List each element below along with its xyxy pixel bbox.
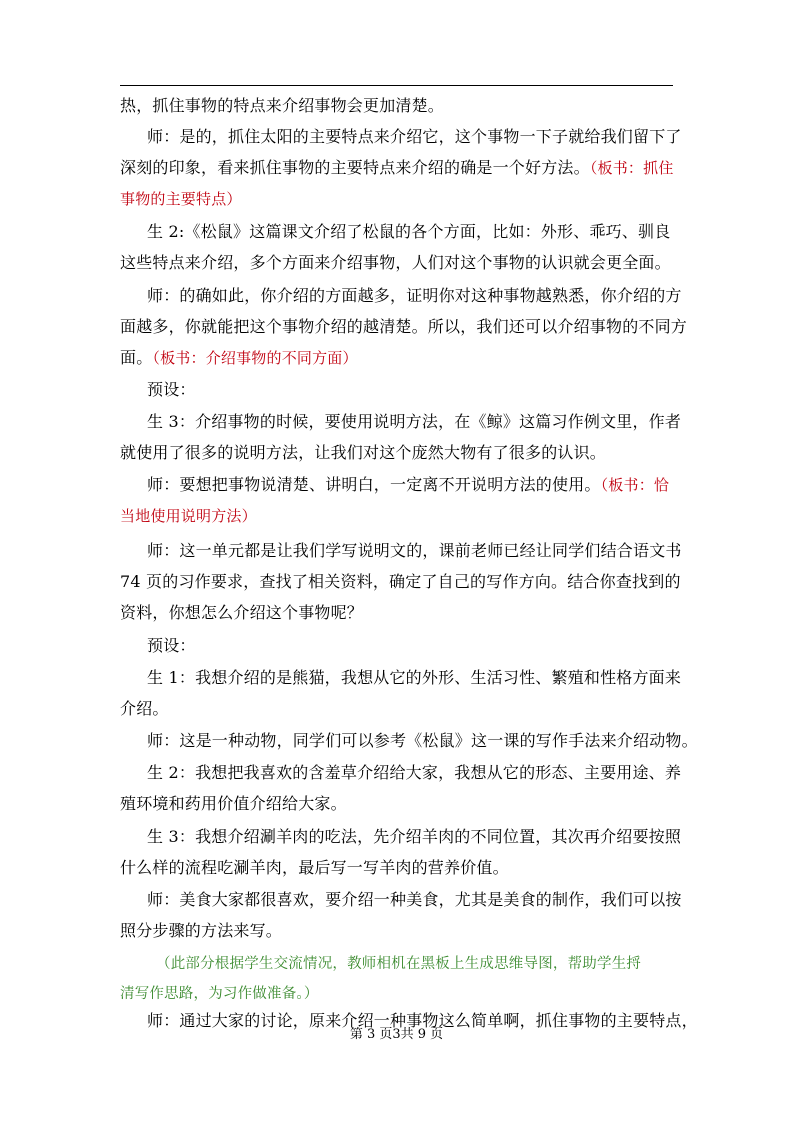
header-rule (120, 85, 673, 86)
text-line: 师：美食大家都很喜欢，要介绍一种美食，尤其是美食的制作，我们可以按 (147, 890, 682, 909)
text-line: 就使用了很多的说明方法，让我们对这个庞然大物有了很多的认识。 (120, 443, 607, 462)
board-annotation: （板书：抓住 (589, 159, 674, 177)
text-line: 照分步骤的方法来写。 (120, 921, 283, 940)
text-line: 面越多，你就能把这个事物介绍的越清楚。所以，我们还可以介绍事物的不同方 (120, 317, 688, 336)
text-line: 生 3：我想介绍涮羊肉的吃法，先介绍羊肉的不同位置，其次再介绍要按照 (147, 827, 682, 846)
text-line: 生 2：我想把我喜欢的含羞草介绍给大家，我想从它的形态、主要用途、养 (147, 763, 682, 782)
text-line: 热，抓住事物的特点来介绍事物会更加清楚。 (120, 96, 445, 115)
page-footer: 第 3 页3共 9 页 (349, 1027, 444, 1042)
teacher-note: 清写作思路，为习作做准备。） (120, 986, 319, 1002)
text-line: 生 1：我想介绍的是熊猫，我想从它的外形、生活习性、繁殖和性格方面来 (147, 668, 682, 687)
text-line: 师：通过大家的讨论，原来介绍一种事物这么简单啊，抓住事物的主要特点， (147, 1011, 698, 1030)
text-line: 师：是的，抓住太阳的主要特点来介绍它，这个事物一下子就给我们留下了 (147, 127, 682, 146)
text-line: 74 页的习作要求，查找了相关资料，确定了自己的写作方向。结合你查找到的 (120, 572, 681, 591)
text-line: 生 2:《松鼠》这篇课文介绍了松鼠的各个方面，比如：外形、乖巧、驯良 (147, 222, 671, 241)
text-line: 预设： (147, 636, 196, 655)
text-line: 师：这是一种动物，同学们可以参考《松鼠》这一课的写作手法来介绍动物。 (147, 731, 698, 750)
text-line: 介绍。 (120, 699, 169, 718)
text-line: 资料，你想怎么介绍这个事物呢？ (120, 603, 364, 622)
text-line: 师：这一单元都是让我们学写说明文的，课前老师已经让同学们结合语文书 (147, 541, 682, 560)
text-line: 什么样的流程吃涮羊肉，最后写一写羊肉的营养价值。 (120, 858, 509, 877)
text-line: 生 3：介绍事物的时候，要使用说明方法，在《鲸》这篇习作例文里，作者 (147, 412, 682, 431)
text-line (120, 348, 673, 368)
text-line: 师：的确如此，你介绍的方面越多，证明你对这种事物越熟悉，你介绍的方 (147, 286, 682, 305)
board-annotation: （板书：介绍事物的不同方面） (152, 349, 358, 367)
board-annotation: 事物的主要特点） (120, 190, 242, 208)
text-segment: 面。 (120, 348, 153, 367)
board-annotation: （板书：恰 (600, 476, 670, 494)
text-line: 殖环境和药用价值介绍给大家。 (120, 794, 347, 813)
teacher-note: （此部分根据学生交流情况，教师相机在黑板上生成思维导图，帮助学生捋 (156, 956, 642, 972)
text-line (147, 475, 673, 495)
text-line (120, 158, 673, 178)
text-line: 预设： (147, 380, 196, 399)
text-segment: 深刻的印象，看来抓住事物的主要特点来介绍的确是一个好方法。 (120, 158, 590, 177)
text-segment: 师：要想把事物说清楚、讲明白，一定离不开说明方法的使用。 (147, 475, 601, 494)
text-line: 这些特点来介绍，多个方面来介绍事物，人们对这个事物的认识就会更全面。 (120, 253, 671, 272)
board-annotation: 当地使用说明方法） (120, 507, 257, 525)
